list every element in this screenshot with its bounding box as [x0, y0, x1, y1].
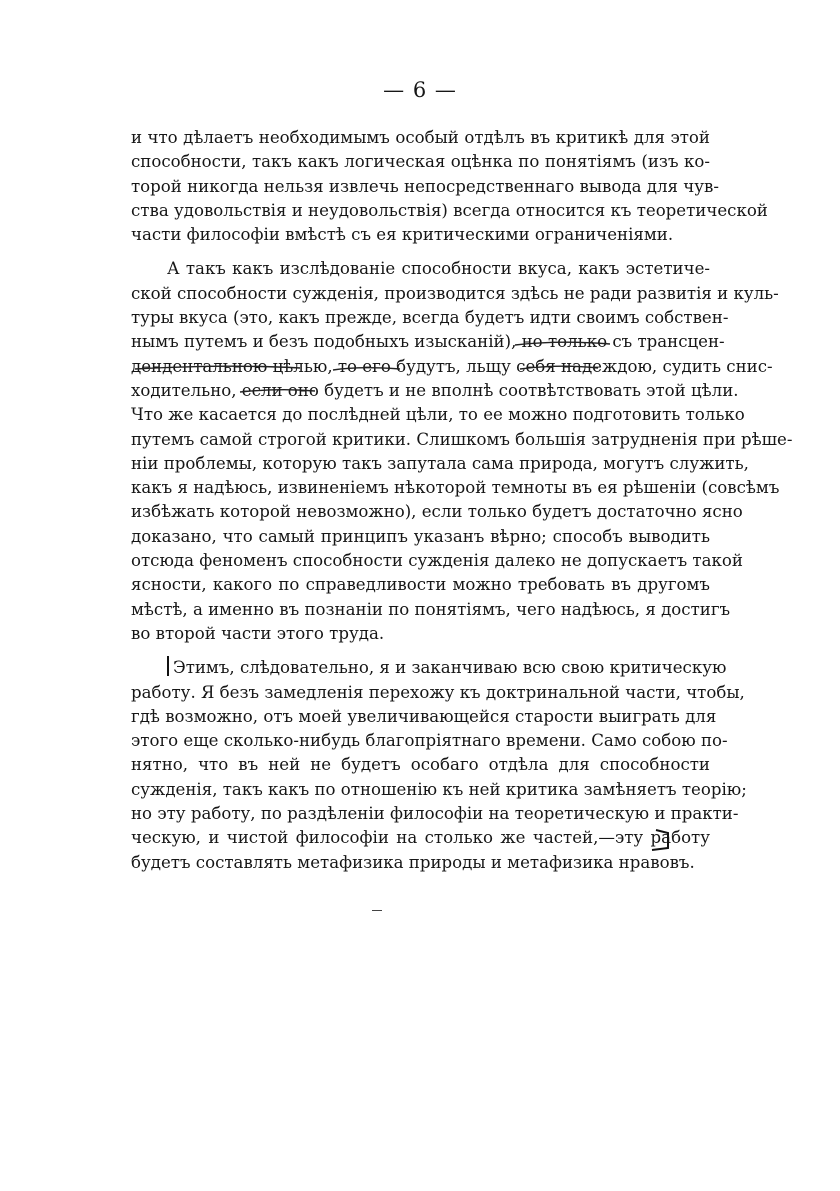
text-line: торой никогда нельзя извлечь непосредственнаго вывода для чув-: [131, 176, 719, 196]
text-line: но эту работу, по раздѣленіи философіи на теоретическую и практи-: [131, 804, 739, 824]
text-line: части философіи вмѣстѣ съ ея критическими ограниченіями.: [131, 225, 674, 245]
paragraph-2: [131, 257, 793, 646]
text-line: какъ я надѣюсь, извиненіемъ нѣкоторой темноты въ ея рѣшеніи (совсѣмъ: [131, 478, 780, 498]
text-line: во второй части этого труда.: [131, 623, 385, 643]
text-line: ходительно, если оно будетъ и не вполнѣ соотвѣтствовать этой цѣли.: [131, 380, 739, 400]
handwritten-bracket-mark: [167, 656, 172, 676]
text-line: [131, 656, 727, 680]
text-line: мѣстѣ, а именно въ познаніи по понятіямъ, чего надѣюсь, я достигъ: [131, 599, 731, 619]
paragraph-1: [131, 126, 768, 247]
text-line: Что же касается до послѣдней цѣли, то ее можно подготовить только: [131, 405, 745, 425]
text-line-content: Этимъ, слѣдовательно, я и заканчиваю всю свою критическую: [173, 658, 727, 678]
page-number: — 6 —: [383, 78, 457, 102]
text-line: гдѣ возможно, отъ моей увеличивающейся старости выиграть для: [131, 706, 717, 726]
text-line: этого еще сколько-нибудь благопріятнаго времени. Само собою по-: [131, 731, 728, 751]
text-line: ства удовольствія и неудовольствія) всегда относится къ теоретической: [131, 200, 768, 220]
text-line: ской способности сужденія, производится здѣсь не ради развитія и куль-: [131, 283, 779, 303]
text-line: избѣжать которой невозможно), если только будетъ достаточно ясно: [131, 502, 743, 522]
text-line: А такъ какъ изслѣдованіе способности вкуса, какъ эстетиче-: [167, 259, 710, 279]
text-line: дендентальною цѣлью, то его будутъ, льщу себя надеждою, судить снис-: [131, 356, 773, 376]
body-text: [131, 126, 793, 885]
text-line: туры вкуса (это, какъ прежде, всегда будетъ идти своимъ собствен-: [131, 308, 729, 328]
text-line: ясности, какого по справедливости можно требовать въ другомъ: [131, 575, 710, 595]
text-line: способности, такъ какъ логическая оцѣнка по понятіямъ (изъ ко-: [131, 152, 710, 172]
text-line: и что дѣлаетъ необходимымъ особый отдѣлъ въ критикѣ для этой: [131, 128, 710, 147]
text-line: будетъ составлять метафизика природы и метафизика нравовъ.: [131, 852, 695, 872]
text-line: работу. Я безъ замедленія перехожу къ доктринальной части, чтобы,: [131, 682, 745, 702]
text-line: ніи проблемы, которую такъ запутала сама природа, могутъ служить,: [131, 453, 749, 473]
text-line: нымъ путемъ и безъ подобныхъ изысканій), но только съ трансцен-: [131, 332, 725, 352]
text-line: ческую, и чистой философіи на столько же частей,—эту работу: [131, 828, 710, 848]
text-line: доказано, что самый принципъ указанъ вѣрно; способъ выводить: [131, 526, 710, 546]
bottom-dash: [372, 910, 382, 911]
paragraph-3: [131, 656, 747, 875]
text-line: путемъ самой строгой критики. Слишкомъ большія затрудненія при рѣше-: [131, 429, 793, 449]
text-line: нятно, что въ ней не будетъ особаго отдѣла для способности: [131, 755, 710, 775]
text-line: отсюда феноменъ способности сужденія далеко не допускаетъ такой: [131, 551, 743, 571]
text-line: сужденія, такъ какъ по отношенію къ ней критика замѣняетъ теорію;: [131, 779, 747, 799]
